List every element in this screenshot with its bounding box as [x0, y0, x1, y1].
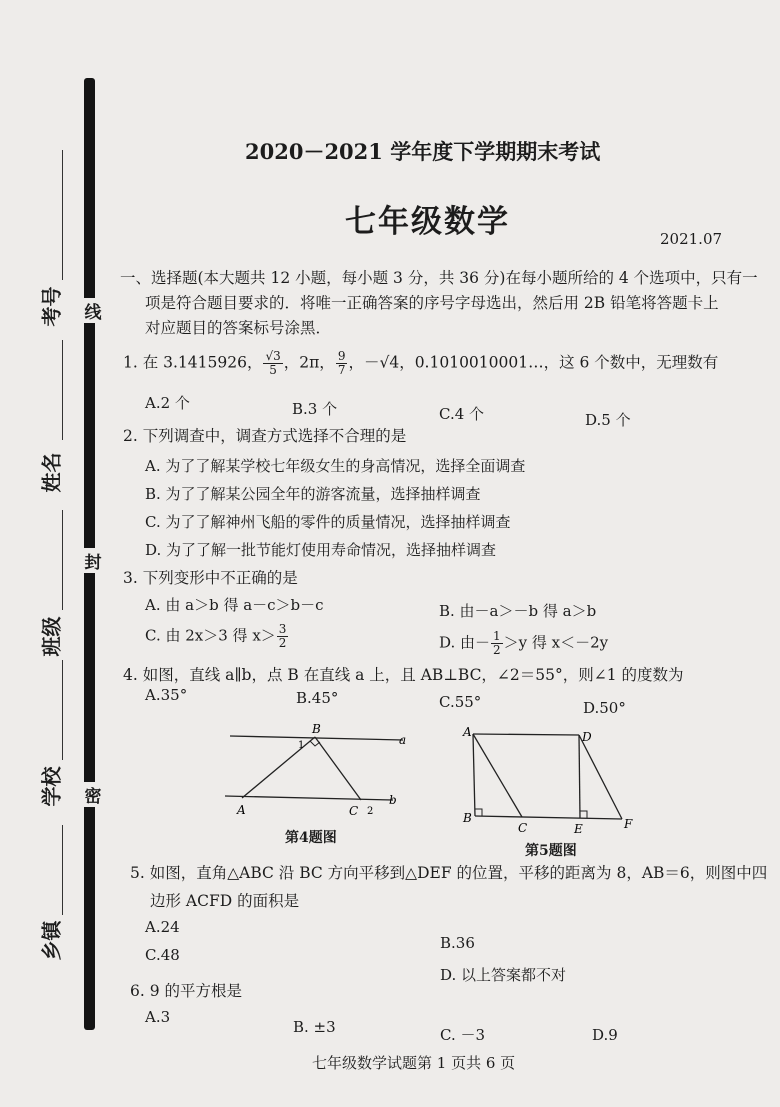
town-line	[62, 825, 63, 915]
q2-option-c: C. 为了了解神州飞船的零件的质量情况，选择抽样调查	[145, 513, 511, 531]
q1-option-a: A.2 个	[145, 394, 190, 412]
question-5-line-2: 边形 ACFD 的面积是	[150, 892, 300, 910]
q5-option-d: D. 以上答案都不对	[440, 966, 567, 984]
q6-option-a: A.3	[145, 1008, 171, 1026]
fig5-label-b: B	[463, 811, 472, 825]
q3-d-den: 2	[493, 643, 501, 657]
q3-c-den: 2	[278, 636, 287, 650]
fig5-right-angle-b	[475, 809, 482, 816]
fig4-label-angle-2: 2	[367, 806, 374, 817]
fig4-label-b-line: b	[389, 793, 397, 807]
figure-5-caption: 第5题图	[525, 843, 577, 859]
q1-text-post: ，－√4，0.1010010001…，这 6 个数中，无理数有	[348, 353, 719, 372]
q3-d-num: 1	[493, 629, 501, 643]
q5-option-c: C.48	[145, 946, 180, 964]
q3-c-fraction	[277, 623, 289, 650]
fig5-label-d: D	[582, 730, 592, 744]
fig5-label-f: F	[624, 817, 633, 831]
q4-option-b: B.45°	[296, 689, 339, 707]
q3-option-a: A. 由 a＞b 得 a－c＞b－c	[145, 596, 324, 614]
question-3-stem: 3. 下列变形中不正确的是	[123, 569, 298, 587]
school-label: 学校	[39, 766, 64, 807]
figure-4-caption: 第4题图	[285, 830, 337, 846]
class-line	[62, 510, 63, 610]
q3-option-d	[439, 630, 608, 657]
question-2-stem: 2. 下列调查中，调查方式选择不合理的是	[123, 427, 407, 445]
seal-char-line: 线	[82, 298, 104, 323]
q5-option-a: A.24	[145, 918, 180, 936]
fig5-right-angle-e	[580, 811, 587, 818]
q1-option-d: D.5 个	[585, 411, 631, 429]
q1-f1-den: 5	[269, 363, 277, 377]
q1-text-mid: ，2π，	[283, 353, 335, 372]
fig5-label-e: E	[574, 822, 583, 836]
q4-option-a: A.35°	[145, 686, 188, 704]
q2-option-a: A. 为了了解某学校七年级女生的身高情况，选择全面调查	[145, 457, 526, 475]
fig4-line-b	[225, 796, 393, 800]
q1-option-b: B.3 个	[292, 400, 338, 418]
q2-option-b: B. 为了了解某公园全年的游客流量，选择抽样调查	[145, 485, 481, 503]
fig5-segment-ab	[473, 734, 475, 816]
figure-5	[455, 722, 640, 837]
exam-no-label: 考号	[39, 286, 64, 327]
question-5-line-1: 5. 如图，直角△ABC 沿 BC 方向平移到△DEF 的位置，平移的距离为 8，AB＝6，则图中四	[130, 864, 768, 882]
fig5-segment-bf	[475, 816, 622, 819]
q1-fraction-2	[336, 350, 348, 377]
question-1-stem	[123, 350, 718, 377]
fig4-segment-bc	[315, 737, 361, 800]
fig5-segment-ac	[473, 734, 522, 817]
q3-d-fraction	[491, 630, 503, 657]
figure-4	[215, 718, 415, 828]
q3-d-pre: D. 由－	[439, 633, 491, 652]
exam-date: 2021.07	[660, 230, 723, 248]
question-4-stem: 4. 如图，直线 a∥b，点 B 在直线 a 上，且 AB⊥BC，∠2＝55°，则∠1 的度数为	[123, 666, 684, 684]
q1-option-c: C.4 个	[439, 405, 485, 423]
page-footer: 七年级数学试题第 1 页共 6 页	[312, 1054, 516, 1072]
q2-option-d: D. 为了了解一批节能灯使用寿命情况，选择抽样调查	[145, 541, 497, 559]
q3-option-b: B. 由－a＞－b 得 a＞b	[439, 602, 597, 620]
q3-d-post: ＞y 得 x＜－2y	[503, 633, 609, 652]
section-instructions-3: 对应题目的答案标号涂黑．	[145, 319, 332, 337]
fig5-label-c: C	[518, 821, 528, 835]
section-instructions-2: 项是符合题目要求的．将唯一正确答案的序号字母选出，然后用 2B 铅笔将答题卡上	[145, 294, 719, 312]
q5-option-b: B.36	[440, 934, 475, 952]
fig4-label-angle-1: 1	[298, 740, 305, 751]
exam-no-line	[62, 150, 63, 280]
question-6-stem: 6. 9 的平方根是	[130, 982, 243, 1000]
fig5-label-a: A	[463, 725, 472, 739]
q1-f2-den: 7	[337, 363, 346, 377]
class-label: 班级	[39, 616, 64, 657]
name-line	[62, 340, 63, 440]
seal-char-mi: 密	[82, 782, 104, 807]
q4-option-d: D.50°	[583, 699, 626, 717]
q6-option-b: B. ±3	[293, 1018, 336, 1036]
q1-fraction-1	[263, 350, 282, 377]
q1-f2-num: 9	[337, 349, 346, 363]
fig5-segment-de	[579, 735, 580, 818]
q4-option-c: C.55°	[439, 693, 482, 711]
q1-f1-num: √3	[265, 349, 281, 363]
fig5-segment-df	[579, 735, 622, 819]
q3-c-pre: C. 由 2x＞3 得 x＞	[145, 626, 276, 645]
fig4-label-c-point: C	[349, 804, 359, 818]
town-label: 乡镇	[39, 920, 64, 961]
name-label: 姓名	[39, 452, 64, 493]
fig4-label-a-line: a	[399, 733, 407, 747]
q6-option-c: C. －3	[440, 1026, 486, 1044]
q3-option-c	[145, 623, 289, 650]
q1-text-pre: 1. 在 3.1415926，	[123, 353, 263, 372]
seal-char-feng: 封	[82, 548, 104, 573]
exam-title: 2020－2021 学年度下学期期末考试	[245, 139, 601, 164]
q6-option-d: D.9	[592, 1026, 618, 1044]
exam-subject: 七年级数学	[345, 204, 510, 240]
fig4-label-a-point: A	[237, 803, 246, 817]
section-instructions-1: 一、选择题(本大题共 12 小题，每小题 3 分，共 36 分)在每小题所给的 4 个选项中，只有一	[120, 269, 758, 287]
q3-c-num: 3	[278, 622, 287, 636]
school-line	[62, 660, 63, 760]
fig5-segment-ad	[473, 734, 579, 735]
fig4-label-b-point: B	[312, 722, 321, 736]
